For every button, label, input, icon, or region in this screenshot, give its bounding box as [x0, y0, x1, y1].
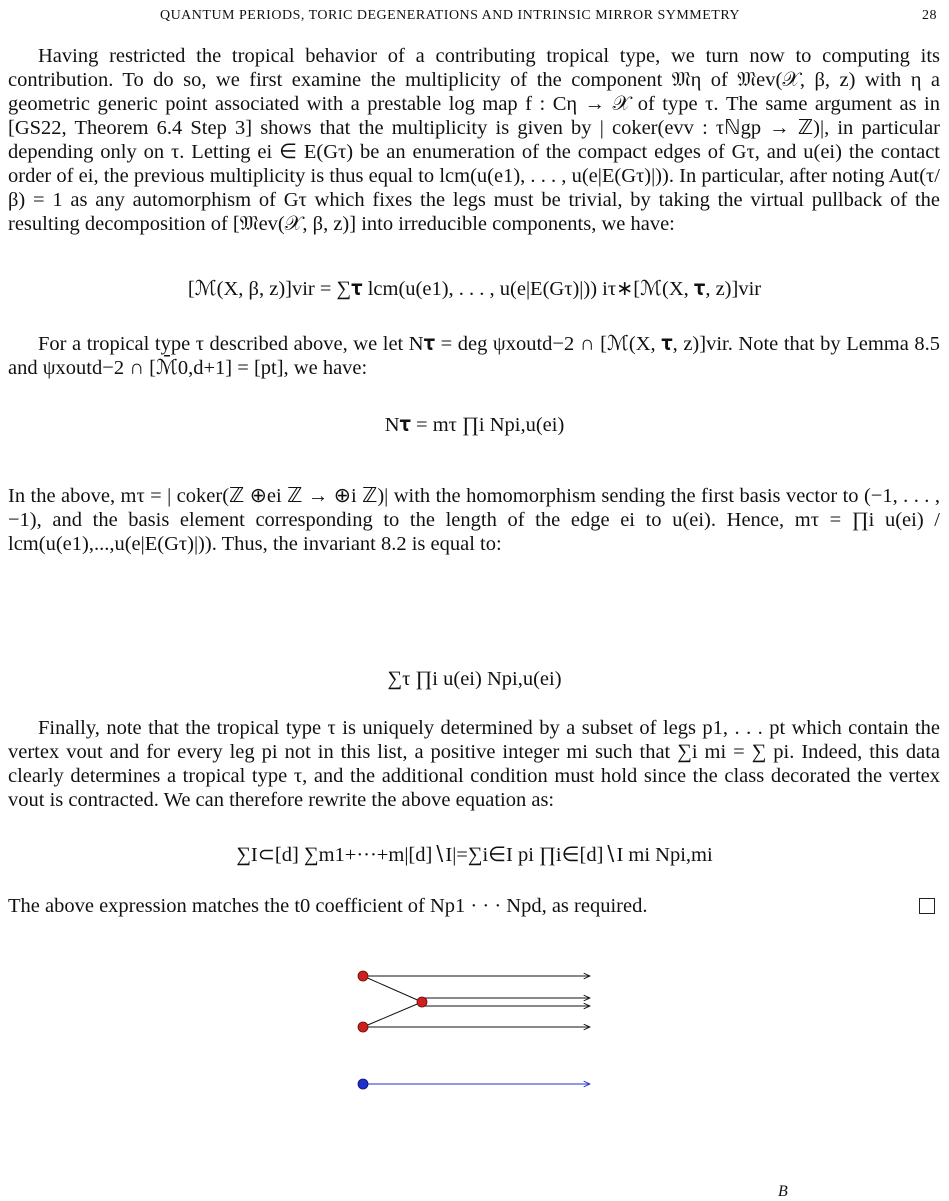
paragraph-1: Having restricted the tropical behavior of a contributing tropical type, we turn now to computing its contribution. To do so, we first examine the multiplicity of the component 𝔐η of 𝔐ev(𝒳, β, z) with η a geometric generic point associated with a prestable log map f : Cη → 𝒳 of type τ. The same argument as in [GS22, Theorem 6.4 Step 3] shows that the multiplicity is given by | coker(evv : τℕgp → ℤ)|, in particular depending only on τ. Letting ei ∈ E(Gτ) be an enumeration of the compact edges of Gτ, and u(ei) the contact order of ei, the previous multiplicity is thus equal to lcm(u(e1), . . . , u(e|E(Gτ)|)). In particular, after noting Aut(τ/β) = 1 as any automorphism of Gτ which fixes the legs must be trivial, by taking the virtual pullback of the resulting decomposition of [𝔐ev(𝒳, β, z)] into irreducible components, we have: [8, 45, 940, 235]
vertex-bottom-red [358, 1022, 368, 1032]
footer-fragment: B [778, 1183, 788, 1200]
equation-2: N𝛕 = mτ ∏i Npi,u(ei) [384, 414, 565, 436]
paragraph-3: In the above, mτ = | coker(ℤ ⊕ei ℤ → ⊕i ℤ)| with the homomorphism sending the first basis vector to (−1, . . . , −1), and the basis element corresponding to the length of the edge ei to u(ei). Hence, mτ = ∏i u(ei) / lcm(u(e1),...,u(e|E(Gτ)|)). Thus, the invariant 8.2 is equal to: [8, 485, 940, 555]
qed-box-icon [919, 898, 935, 914]
paragraph-4: Finally, note that the tropical type τ is uniquely determined by a subset of legs p1, . . . pt which contain the vertex vout and for every leg pi not in this list, a positive integer mi such that ∑i mi = ∑ pi. Indeed, this data clearly determines a tropical type τ, and the additional condition must hold since the class decorated the vertex vout is contracted. We can therefore rewrite the above equation as: [8, 717, 940, 811]
equation-1: [ℳ(X, β, z)]vir = ∑𝛕 lcm(u(e1), . . . , u(e|E(Gτ)|)) iτ∗[ℳ(X, 𝛕, z)]vir [187, 278, 762, 300]
page-number: 28 [922, 8, 937, 23]
edge-top-to-center [363, 976, 422, 1002]
vertex-top-red [358, 971, 368, 981]
equation-3: ∑τ ∏i u(ei) Npi,u(ei) [387, 668, 562, 690]
equation-4: ∑I⊂[d] ∑m1+···+m|[d]∖I|=∑i∈I pi ∏i∈[d]∖I mi Npi,mi [236, 844, 713, 866]
running-header [0, 6, 949, 30]
tropical-curve-diagram [330, 958, 600, 1098]
edge-bottom-to-center [363, 1002, 422, 1027]
header-title: QUANTUM PERIODS, TORIC DEGENERATIONS AND INTRINSIC MIRROR SYMMETRY [159, 8, 741, 23]
paragraph-5: The above expression matches the t0 coefficient of Np1 · · · Npd, as required. [8, 895, 648, 917]
vertex-blue [358, 1079, 368, 1089]
vertex-center-red [417, 997, 427, 1007]
paragraph-2: For a tropical type τ described above, we let N𝛕 = deg ψxoutd−2 ∩ [ℳ(X, 𝛕, z)]vir. Note that by Lemma 8.5 and ψxoutd−2 ∩ [ℳ̄0,d+1] = [pt], we have: [8, 333, 940, 379]
tropical-edges [363, 976, 590, 1084]
